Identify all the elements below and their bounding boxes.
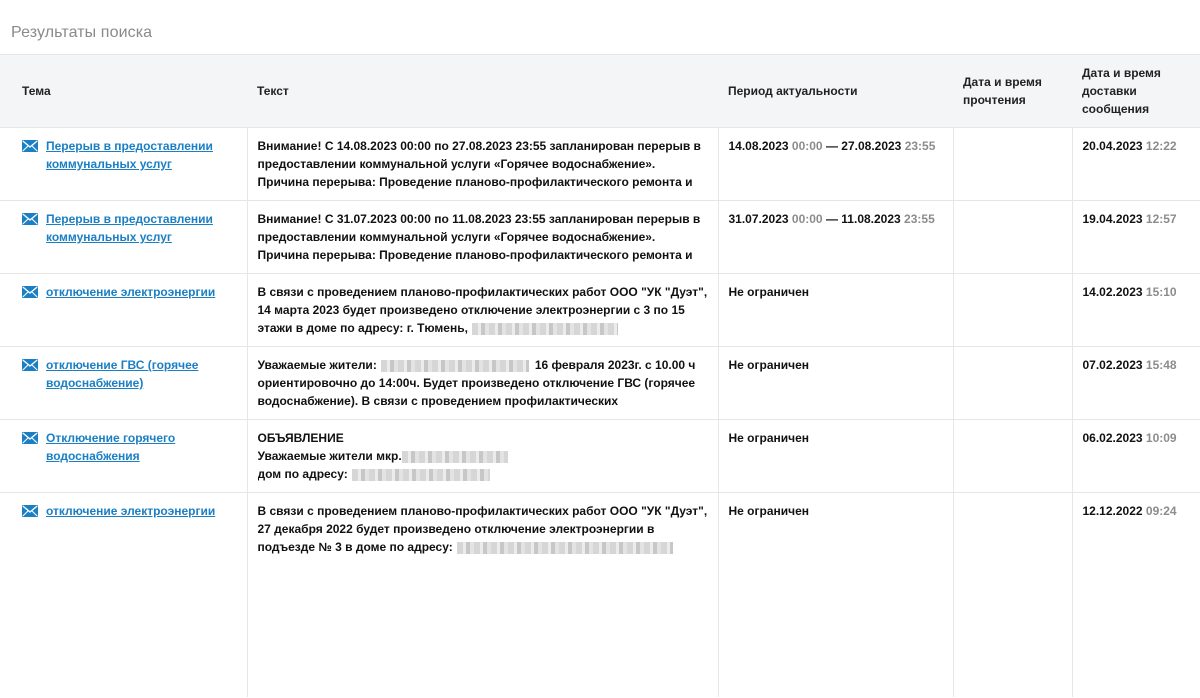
text-cell bbox=[247, 420, 718, 493]
period-separator: — bbox=[825, 212, 838, 226]
period-to-time: 23:55 bbox=[904, 212, 935, 226]
delivery-cell bbox=[1072, 347, 1200, 420]
topic-link[interactable]: Перерыв в предоставлении коммунальных услуг bbox=[46, 212, 213, 244]
column-header-delivery[interactable]: Дата и время доставки сообщения bbox=[1072, 55, 1200, 128]
delivery-cell bbox=[1072, 420, 1200, 493]
table-header bbox=[0, 55, 1200, 128]
topic-cell bbox=[0, 201, 247, 274]
period-to-time: 23:55 bbox=[904, 139, 936, 153]
topic-link[interactable]: отключение электроэнергии bbox=[46, 504, 216, 518]
text-cell bbox=[247, 201, 718, 274]
envelope-icon bbox=[22, 505, 38, 517]
period-separator: — bbox=[825, 139, 838, 153]
envelope-icon bbox=[22, 286, 38, 298]
delivery-date: 20.04.2023 bbox=[1082, 139, 1143, 153]
read-cell bbox=[953, 128, 1072, 201]
envelope-icon bbox=[22, 140, 38, 152]
delivery-time: 15:10 bbox=[1145, 285, 1177, 299]
column-header-read[interactable]: Дата и время прочтения bbox=[953, 55, 1072, 128]
table-row[interactable] bbox=[0, 201, 1200, 274]
read-cell bbox=[953, 274, 1072, 347]
redacted-address bbox=[472, 323, 618, 335]
envelope-icon bbox=[22, 213, 38, 225]
delivery-time: 12:22 bbox=[1145, 139, 1177, 153]
table-row[interactable] bbox=[0, 493, 1200, 697]
delivery-cell bbox=[1072, 128, 1200, 201]
message-line-2: Уважаемые жители мкр. bbox=[257, 449, 402, 463]
text-cell bbox=[247, 493, 718, 697]
period-from-date: 31.07.2023 bbox=[728, 212, 789, 226]
period-to-date: 27.08.2023 bbox=[841, 139, 902, 153]
message-text-start: Уважаемые жители: bbox=[257, 358, 377, 372]
message-line-1: ОБЪЯВЛЕНИЕ bbox=[257, 431, 344, 445]
message-text-content: В связи с проведением планово-профилактических работ ООО "УК "Дуэт", 27 декабря 2022 будет произведено отключение электроэнергии в подъезде № 3 в доме по адресу: bbox=[257, 504, 708, 554]
delivery-cell bbox=[1072, 493, 1200, 697]
message-text-content: 16 февраля 2023г. с 10.00 ч ориентировочно до 14:00ч. Будет произведено отключение ГВС (горячее водоснабжение). В связи с проведением профилактических bbox=[257, 358, 696, 408]
delivery-time: 09:24 bbox=[1145, 504, 1177, 518]
period-to-date: 11.08.2023 bbox=[841, 212, 901, 226]
delivery-date: 07.02.2023 bbox=[1082, 358, 1143, 372]
delivery-date: 12.12.2022 bbox=[1082, 504, 1143, 518]
read-cell bbox=[953, 201, 1072, 274]
message-line-3: дом по адресу: bbox=[257, 467, 348, 481]
results-table bbox=[0, 54, 1200, 697]
period-cell: Не ограничен bbox=[718, 347, 953, 420]
period-cell: Не ограничен bbox=[718, 493, 953, 697]
table-row[interactable] bbox=[0, 347, 1200, 420]
redacted-address bbox=[352, 469, 490, 481]
column-header-topic[interactable]: Тема bbox=[0, 55, 247, 128]
message-text bbox=[258, 283, 708, 337]
delivery-time: 15:48 bbox=[1145, 358, 1177, 372]
text-cell bbox=[247, 274, 718, 347]
message-text bbox=[258, 502, 708, 556]
read-cell bbox=[953, 420, 1072, 493]
table-row[interactable] bbox=[0, 128, 1200, 201]
period-cell bbox=[718, 128, 953, 201]
message-text bbox=[258, 429, 708, 483]
delivery-cell bbox=[1072, 201, 1200, 274]
topic-cell bbox=[0, 493, 247, 697]
redacted-address bbox=[381, 360, 529, 372]
message-text-content: В связи с проведением планово-профилактических работ ООО "УК "Дуэт", 14 марта 2023 будет произведено отключение электроэнергии с 3 по 15 этажи в доме по адресу: г. Тюмень, bbox=[257, 285, 708, 335]
period-cell bbox=[718, 201, 953, 274]
results-table-container bbox=[0, 54, 1200, 698]
redacted-address bbox=[457, 542, 673, 554]
topic-link[interactable]: отключение ГВС (горячее водоснабжение) bbox=[46, 358, 199, 390]
topic-cell bbox=[0, 128, 247, 201]
read-cell bbox=[953, 493, 1072, 697]
message-text: Внимание! С 14.08.2023 00:00 по 27.08.2023 23:55 запланирован перерыв в предоставлении коммунальной услуги «Горячее водоснабжение». Причина перерыва: Проведение планово-профилактического ремонта и bbox=[257, 139, 701, 189]
envelope-icon bbox=[22, 359, 38, 371]
delivery-date: 14.02.2023 bbox=[1082, 285, 1143, 299]
period-from-time: 00:00 bbox=[791, 212, 823, 226]
period-cell: Не ограничен bbox=[718, 420, 953, 493]
topic-cell bbox=[0, 420, 247, 493]
page-title: Результаты поиска bbox=[11, 24, 153, 41]
topic-link[interactable]: Перерыв в предоставлении коммунальных услуг bbox=[46, 139, 213, 171]
redacted-district bbox=[402, 451, 508, 463]
envelope-icon bbox=[22, 432, 38, 444]
text-cell bbox=[247, 128, 718, 201]
column-header-period[interactable]: Период актуальности bbox=[718, 55, 953, 128]
topic-link[interactable]: отключение электроэнергии bbox=[46, 285, 216, 299]
table-row[interactable] bbox=[0, 420, 1200, 493]
table-row[interactable] bbox=[0, 274, 1200, 347]
message-text bbox=[258, 356, 708, 410]
delivery-date: 06.02.2023 bbox=[1082, 431, 1143, 445]
period-from-time: 00:00 bbox=[791, 139, 823, 153]
read-cell bbox=[953, 347, 1072, 420]
topic-link[interactable]: Отключение горячего водоснабжения bbox=[46, 431, 176, 463]
message-text: Внимание! С 31.07.2023 00:00 по 11.08.2023 23:55 запланирован перерыв в предоставлении коммунальной услуги «Горячее водоснабжение». Причина перерыва: Проведение планово-профилактического ремонта и bbox=[257, 212, 701, 262]
delivery-time: 10:09 bbox=[1145, 431, 1177, 445]
period-from-date: 14.08.2023 bbox=[728, 139, 789, 153]
delivery-cell bbox=[1072, 274, 1200, 347]
column-header-text[interactable]: Текст bbox=[247, 55, 718, 128]
period-cell: Не ограничен bbox=[718, 274, 953, 347]
topic-cell bbox=[0, 274, 247, 347]
delivery-time: 12:57 bbox=[1145, 212, 1177, 226]
delivery-date: 19.04.2023 bbox=[1082, 212, 1143, 226]
topic-cell bbox=[0, 347, 247, 420]
text-cell bbox=[247, 347, 718, 420]
